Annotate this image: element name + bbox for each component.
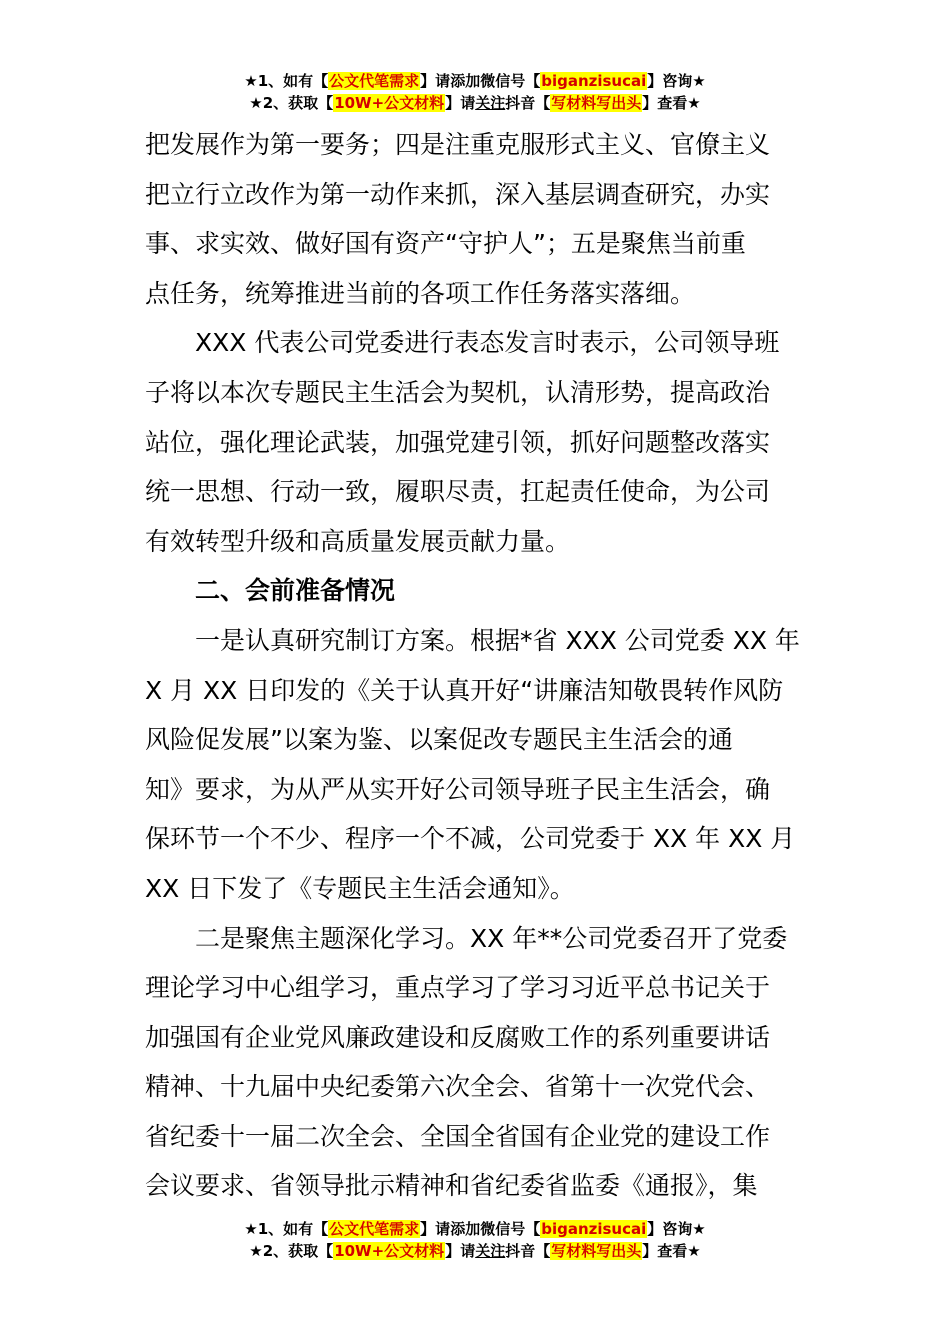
- banner-emphasis: 关注: [475, 1242, 506, 1260]
- text-line: 风险促发展”以案为鉴、以案促改专题民主生活会的通: [145, 725, 733, 755]
- text-line: 点任务，统筹推进当前的各项工作任务落实落细。: [145, 278, 696, 308]
- paragraph-2: [145, 318, 807, 566]
- text-line: 把立行立改作为第一动作来抓，深入基层调查研究，办实: [145, 179, 771, 209]
- banner-text: ★2、获取【: [249, 94, 334, 112]
- banner-line-2: [0, 92, 950, 114]
- banner-highlight: 公文代笔需求: [329, 72, 420, 90]
- banner-emphasis: 添加: [450, 72, 481, 90]
- text-line: 有效转型升级和高质量发展贡献力量。: [145, 526, 571, 556]
- banner-text: 抖音【: [505, 94, 551, 112]
- heading-text: 二、会前准备情况: [195, 576, 396, 606]
- banner-highlight: biganzisucai: [541, 1220, 647, 1238]
- text-line: 加强国有企业党风廉政建设和反腐败工作的系列重要讲话: [145, 1022, 771, 1052]
- text-line: 理论学习中心组学习，重点学习了学习习近平总书记关于: [145, 973, 771, 1003]
- banner-text: 】咨询★: [647, 72, 706, 90]
- text-line: 一是认真研究制订方案。根据*省 XXX 公司党委 XX 年: [195, 625, 800, 655]
- banner-text: ★1、如有【: [244, 72, 329, 90]
- banner-text: 】请: [445, 1242, 476, 1260]
- banner-text: 微信号【: [480, 1220, 541, 1238]
- banner-emphasis: 添加: [450, 1220, 481, 1238]
- text-line: XX 日下发了《专题民主生活会通知》。: [145, 873, 575, 903]
- section-heading: [145, 566, 807, 616]
- text-line: X 月 XX 日印发的《关于认真开好“讲廉洁知敬畏转作风防: [145, 675, 784, 705]
- banner-text: 】请: [420, 72, 451, 90]
- banner-highlight: 10W+公文材料: [334, 94, 445, 112]
- text-line: 知》要求，为从严从实开好公司领导班子民主生活会，确: [145, 774, 771, 804]
- banner-line-1: [0, 70, 950, 92]
- text-line: 子将以本次专题民主生活会为契机，认清形势，提高政治: [145, 377, 771, 407]
- banner-text: ★2、获取【: [249, 1242, 334, 1260]
- text-line: 精神、十九届中央纪委第六次全会、省第十一次党代会、: [145, 1072, 771, 1102]
- text-line: 站位，强化理论武装，加强党建引领，抓好问题整改落实: [145, 427, 771, 457]
- text-line: 保环节一个不少、程序一个不减，公司党委于 XX 年 XX 月: [145, 824, 796, 854]
- document-body: [145, 120, 807, 1211]
- paragraph-3: [145, 616, 807, 914]
- text-line: 会议要求、省领导批示精神和省纪委省监委《通报》，集: [145, 1171, 758, 1201]
- banner-text: 】查看★: [642, 94, 701, 112]
- text-line: XXX 代表公司党委进行表态发言时表示，公司领导班: [195, 328, 780, 358]
- banner-emphasis: 关注: [475, 94, 506, 112]
- banner-highlight: 公文代笔需求: [329, 1220, 420, 1238]
- text-line: 把发展作为第一要务；四是注重克服形式主义、官僚主义: [145, 130, 771, 159]
- banner-text: 】请: [420, 1220, 451, 1238]
- text-line: 省纪委十一届二次全会、全国全省国有企业党的建设工作: [145, 1121, 771, 1151]
- paragraph-1: [145, 120, 807, 318]
- banner-line-2: [0, 1240, 950, 1262]
- banner-text: 】查看★: [642, 1242, 701, 1260]
- header-banner: [0, 70, 950, 114]
- banner-text: 】咨询★: [647, 1220, 706, 1238]
- banner-line-1: [0, 1218, 950, 1240]
- banner-text: 微信号【: [480, 72, 541, 90]
- banner-text: ★1、如有【: [244, 1220, 329, 1238]
- banner-text: 抖音【: [505, 1242, 551, 1260]
- banner-text: 】请: [445, 94, 476, 112]
- text-line: 统一思想、行动一致，履职尽责，扛起责任使命，为公司: [145, 477, 771, 507]
- banner-highlight: biganzisucai: [541, 72, 647, 90]
- text-line: 二是聚焦主题深化学习。XX 年**公司党委召开了党委: [195, 923, 788, 953]
- text-line: 事、求实效、做好国有资产“守护人”；五是聚焦当前重: [145, 229, 746, 259]
- footer-banner: [0, 1218, 950, 1262]
- paragraph-4: [145, 914, 807, 1212]
- banner-highlight: 写材料写出头: [551, 94, 642, 112]
- banner-highlight: 写材料写出头: [551, 1242, 642, 1260]
- banner-highlight: 10W+公文材料: [334, 1242, 445, 1260]
